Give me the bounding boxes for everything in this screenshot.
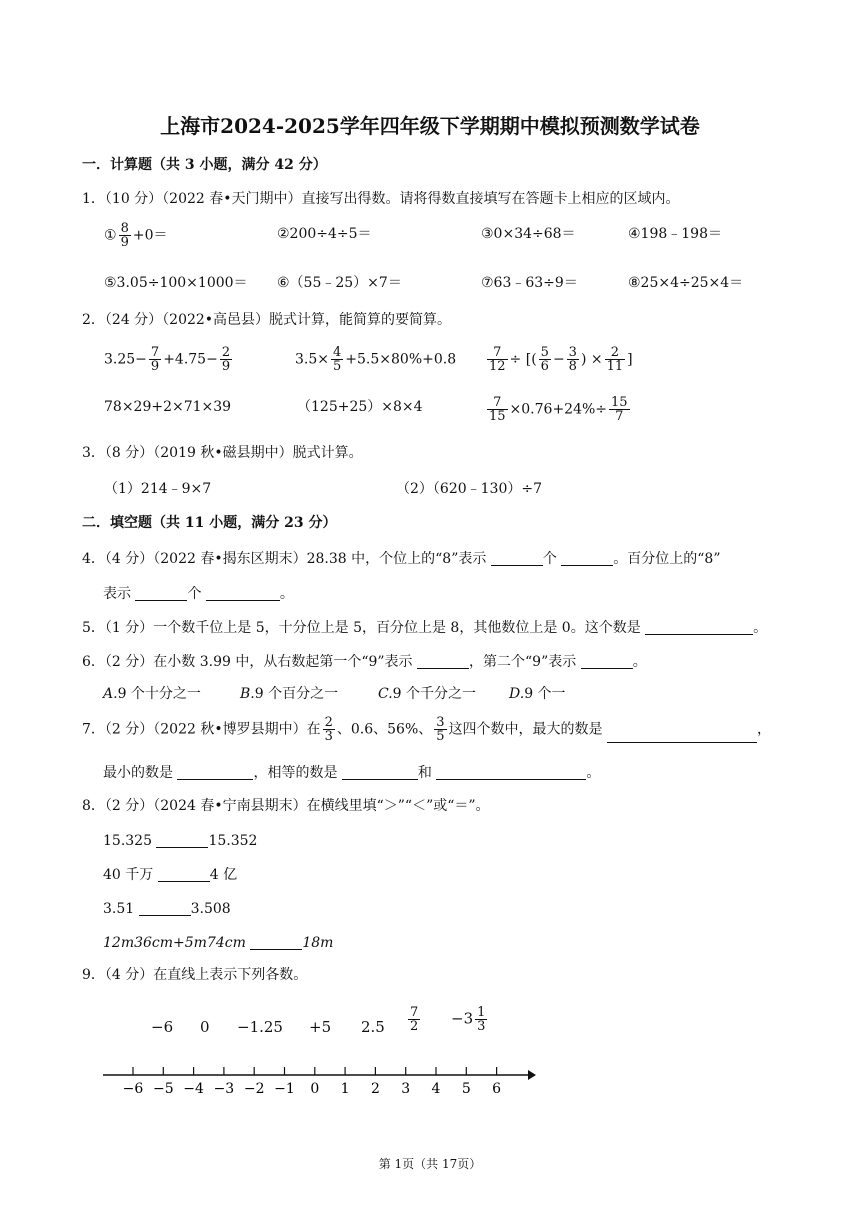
q8-row-4: 12m36cm+5m74cm 18m [103, 935, 334, 951]
answer-blank[interactable] [607, 728, 757, 743]
question-4-line-2: 表示 个 。 [103, 586, 294, 602]
value-pos5: +5 [309, 1018, 332, 1036]
answer-blank[interactable] [561, 551, 613, 566]
question-4-line-1: 4．（4 分）（2022 春•揭东区期末）28.38 中，个位上的“8”表示 个 。百分位上的“8” [82, 551, 721, 567]
q8-row-1: 15.325 15.352 [103, 833, 258, 849]
number-line-tick-label: −1 [274, 1081, 295, 1097]
number-line-tick-label: 4 [431, 1081, 441, 1097]
q1-item-2: ②200÷4÷5＝ [277, 226, 372, 242]
value-seven-halves: $\frac{7}{2}$ [410, 1005, 419, 1034]
q3-part-2: （2）（620﹣130）÷7 [396, 481, 542, 497]
answer-blank[interactable] [135, 586, 187, 601]
number-line-tick-label: 0 [310, 1081, 320, 1097]
number-line-tick-label: −5 [152, 1081, 174, 1097]
answer-blank[interactable] [581, 654, 633, 669]
value-neg-three-and-one-third: −3 $\frac{1}{3}$ [451, 1005, 486, 1034]
q1-item-8: ⑧25×4÷25×4＝ [628, 275, 744, 291]
answer-blank[interactable] [645, 620, 753, 635]
q1-item-6: ⑥（55﹣25）×7＝ [277, 275, 402, 291]
answer-blank[interactable] [177, 765, 253, 780]
q1-item-7: ⑦63﹣63÷9＝ [481, 275, 578, 291]
number-line-tick-label: 6 [492, 1081, 502, 1097]
q8-row-2: 40 千万 4 亿 [103, 867, 238, 883]
number-line-tick-label: −3 [213, 1081, 235, 1097]
page-title: 上海市2024-2025学年四年级下学期期中模拟预测数学试卷 [160, 114, 700, 138]
q2-expression-1: 3.25− $\frac{7}{9}$ +4.75− $\frac{2}{9}$ [104, 345, 231, 374]
value-2-5: 2.5 [361, 1018, 385, 1036]
value-neg6: −6 [151, 1018, 174, 1036]
number-line-tick-label: −6 [122, 1081, 144, 1097]
q2-expression-4: 78×29+2×71×39 [104, 399, 232, 415]
section-heading-fill-in: 二．填空题（共 11 小题，满分 23 分） [82, 515, 337, 531]
value-zero: 0 [200, 1018, 210, 1036]
question-7-line-1: 7．（2 分）（2022 秋•博罗县期中）在 $\frac{2}{3}$ 、0.6、56%、 $\frac{3}{5}$ 这四个数中，最大的数是 ， [82, 715, 772, 744]
q1-item-5: ⑤3.05÷100×1000＝ [104, 275, 248, 291]
number-line-arrow [528, 1070, 536, 1080]
number-line-tick-label: 5 [461, 1081, 471, 1097]
option-a[interactable]: A.9 个十分之一 [103, 686, 201, 702]
question-2-stem: 2．（24 分）（2022•高邑县）脱式计算，能简算的要简算。 [82, 312, 452, 328]
question-5: 5．（1 分）一个数千位上是 5，十分位上是 5，百分位上是 8，其他数位上是 0。这个数是 。 [82, 620, 768, 636]
number-line-figure [103, 1000, 543, 1100]
q2-expression-6: $\frac{7}{15}$ ×0.76+24%÷ $\frac{15}{7}$ [489, 395, 628, 424]
q1-item-4: ④198﹣198＝ [628, 226, 722, 242]
question-7-line-2: 最小的数是 ，相等的数是 和 。 [103, 765, 601, 781]
question-3-stem: 3．（8 分）（2019 秋•磁县期中）脱式计算。 [82, 445, 363, 461]
number-line-tick-label: −2 [243, 1081, 265, 1097]
number-line-tick-label: 3 [401, 1081, 411, 1097]
q8-row-3: 3.51 3.508 [103, 901, 231, 917]
answer-blank[interactable] [206, 586, 280, 601]
q2-expression-2: 3.5× $\frac{4}{5}$ +5.5×80%+0.8 [295, 345, 457, 374]
page-footer: 第 1页（共 17页） [378, 1157, 482, 1171]
answer-blank[interactable] [158, 867, 210, 882]
q1-item-3: ③0×34÷68＝ [481, 226, 576, 242]
answer-blank[interactable] [156, 833, 208, 848]
option-d[interactable]: D.9 个一 [509, 686, 566, 702]
q1-item-1: ① $\frac{8}{9}$ +0＝ [104, 221, 168, 250]
question-9-stem: 9．（4 分）在直线上表示下列各数。 [82, 967, 308, 983]
question-8-stem: 8．（2 分）（2024 春•宁南县期末）在横线里填“＞”“＜”或“＝”。 [82, 798, 490, 814]
number-line [103, 1000, 543, 1100]
question-6: 6．（2 分）在小数 3.99 中，从右数起第一个“9”表示 ，第二个“9”表示 。 [82, 654, 647, 670]
answer-blank[interactable] [342, 765, 418, 780]
option-c[interactable]: C.9 个千分之一 [378, 686, 477, 702]
answer-blank[interactable] [491, 551, 543, 566]
answer-blank[interactable] [250, 935, 302, 950]
answer-blank[interactable] [436, 765, 586, 780]
number-line-tick-label: 2 [370, 1081, 380, 1097]
number-line-tick-label: −4 [183, 1081, 204, 1097]
value-neg1-25: −1.25 [237, 1018, 283, 1036]
option-b[interactable]: B.9 个百分之一 [240, 686, 339, 702]
q3-part-1: （1）214﹣9×7 [104, 481, 212, 497]
question-1-stem: 1．（10 分）（2022 春•天门期中）直接写出得数。请将得数直接填写在答题卡上相应的区域内。 [82, 191, 680, 207]
q2-expression-3: $\frac{7}{12}$ ÷ [( $\frac{5}{6}$ − $\frac{3}{8}$ ) × $\frac{2}{11}$ ] [489, 345, 633, 374]
answer-blank[interactable] [417, 654, 469, 669]
number-line-tick-label: 1 [340, 1081, 350, 1097]
answer-blank[interactable] [139, 901, 191, 916]
section-heading-calculation: 一．计算题（共 3 小题，满分 42 分） [82, 157, 327, 173]
q2-expression-5: （125+25）×8×4 [297, 399, 423, 415]
